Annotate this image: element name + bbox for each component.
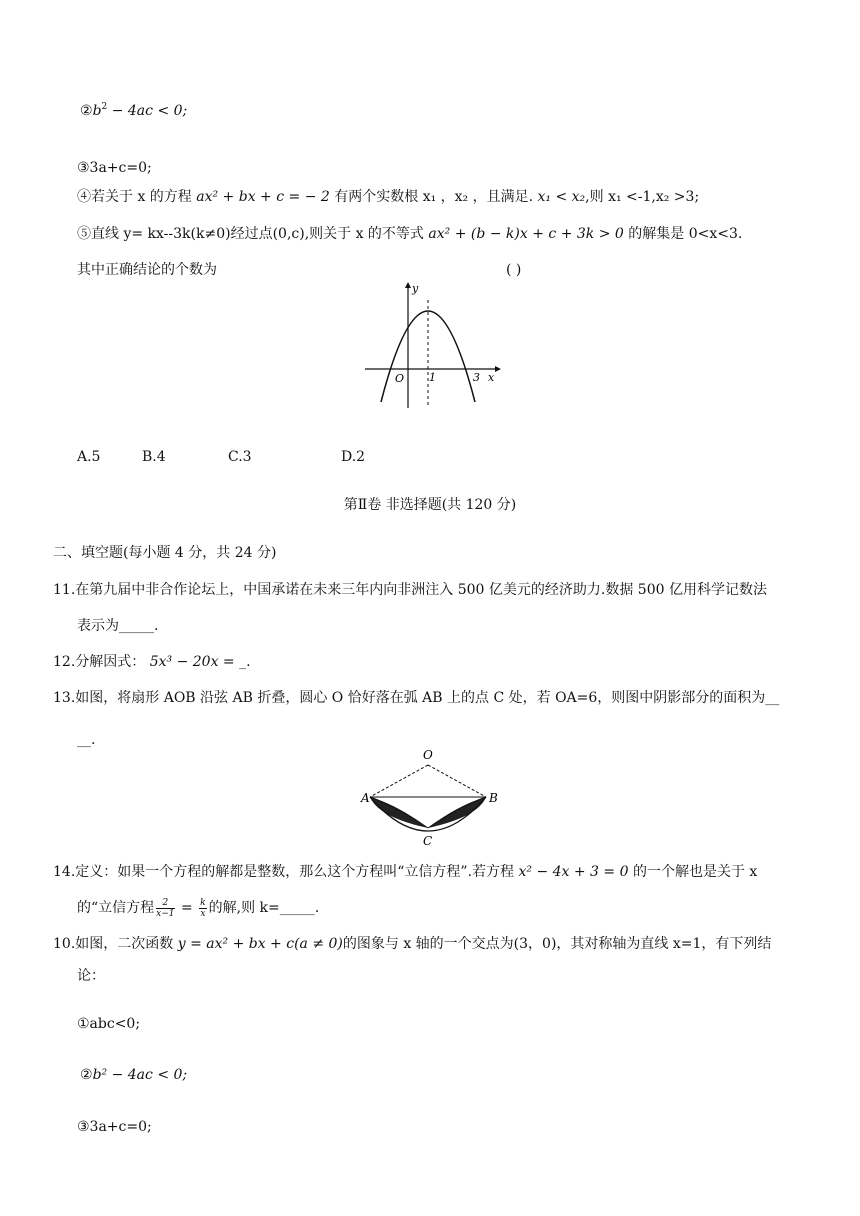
- item-3: ③3a+c=0;: [77, 160, 152, 176]
- item-5: ⑤直线 y= kx--3k(k≠0)经过点(0,c),则关于 x 的不等式 ax² + (b − k)x + c + 3k > 0 的解集是 0<x<3.: [77, 226, 743, 242]
- option-c: C.3: [228, 449, 252, 465]
- q11-line2: 表示为_____.: [77, 618, 159, 634]
- q10-item3: ③3a+c=0;: [77, 1119, 152, 1135]
- option-d: D.2: [341, 449, 366, 465]
- shaded-right: [428, 797, 486, 828]
- q10-line1: 10.如图，二次函数 y = ax² + bx + c(a ≠ 0)的图象与 x 轴的一个交点为(3，0)，其对称轴为直线 x=1，有下列结: [53, 936, 772, 952]
- fraction-2-over-x-minus-1: $\frac{2}{x-1}$: [156, 897, 175, 919]
- q14-line2: 的“立信方程 $\frac{2}{x-1}$ = $\frac{k}{x}$ 的解,则 k=_____.: [77, 897, 320, 919]
- label-x: x: [488, 371, 495, 384]
- label-one: 1: [429, 371, 436, 384]
- q14-line1: 14.定义：如果一个方程的解都是整数，那么这个方程叫“立信方程”.若方程 x² − 4x + 3 = 0 的一个解也是关于 x: [53, 864, 758, 880]
- q10-item2-math: b² − 4ac < 0;: [92, 1067, 188, 1083]
- q12-expression: 5x³ − 20x =: [149, 654, 240, 670]
- item-4-equation: ax² + bx + c = − 2: [196, 189, 330, 205]
- item-2: [80, 97, 187, 121]
- parabola-figure: [355, 280, 505, 410]
- option-b: B.4: [142, 449, 166, 465]
- fill-blank-header: 二、填空题(每小题 4 分，共 24 分): [53, 545, 277, 561]
- radius-ob: [428, 765, 486, 797]
- q13-line2: __.: [77, 732, 96, 748]
- shaded-left: [370, 797, 428, 828]
- label-y: y: [412, 282, 419, 295]
- label-b: B: [489, 791, 498, 805]
- section-title: 第Ⅱ卷 非选择题(共 120 分): [343, 497, 517, 513]
- answer-paren: ( ): [506, 262, 522, 278]
- arc-ab: [370, 797, 486, 831]
- q10-item2: ②b² − 4ac < 0;: [80, 1067, 188, 1083]
- q12: 12.分解因式： 5x³ − 20x = _.: [53, 654, 251, 670]
- q11-line1: 11.在第九届中非合作论坛上，中国承诺在未来三年内向非洲注入 500 亿美元的经济助力.数据 500 亿用科学记数法: [53, 582, 767, 598]
- item-2-math: $b^2 - 4ac < 0$;: [92, 102, 188, 119]
- item-5-inequality: ax² + (b − k)x + c + 3k > 0: [428, 226, 624, 242]
- item-2-prefix: ②: [80, 103, 93, 119]
- question-prompt: 其中正确结论的个数为: [77, 262, 217, 278]
- label-three: 3: [473, 371, 480, 384]
- item-4: ④若关于 x 的方程 ax² + bx + c = − 2 有两个实数根 x₁ ，x₂ ，且满足. x₁ < x₂,则 x₁ <-1,x₂ >3;: [77, 189, 700, 205]
- option-a: A.5: [77, 449, 101, 465]
- q13-line1: 13.如图，将扇形 AOB 沿弦 AB 折叠，圆心 O 恰好落在弧 AB 上的点 C 处，若 OA=6，则图中阴影部分的面积为__: [53, 690, 780, 706]
- y-axis-arrow: [405, 282, 411, 288]
- label-a: A: [361, 791, 370, 805]
- q10-item1: ①abc<0;: [77, 1016, 141, 1032]
- label-c: C: [423, 834, 433, 848]
- fraction-k-over-x: $\frac{k}{x}$: [200, 897, 206, 919]
- x-axis-arrow: [495, 366, 501, 372]
- q10-equation: y = ax² + bx + c(a ≠ 0): [177, 936, 343, 952]
- sector-figure: [358, 745, 508, 850]
- radius-oa: [370, 765, 428, 797]
- label-origin: O: [395, 372, 405, 385]
- q14-equation: x² − 4x + 3 = 0: [518, 864, 629, 880]
- item-4-condition: x₁ < x₂: [537, 189, 586, 205]
- q10-line2: 论：: [77, 968, 105, 984]
- label-o: O: [423, 748, 433, 762]
